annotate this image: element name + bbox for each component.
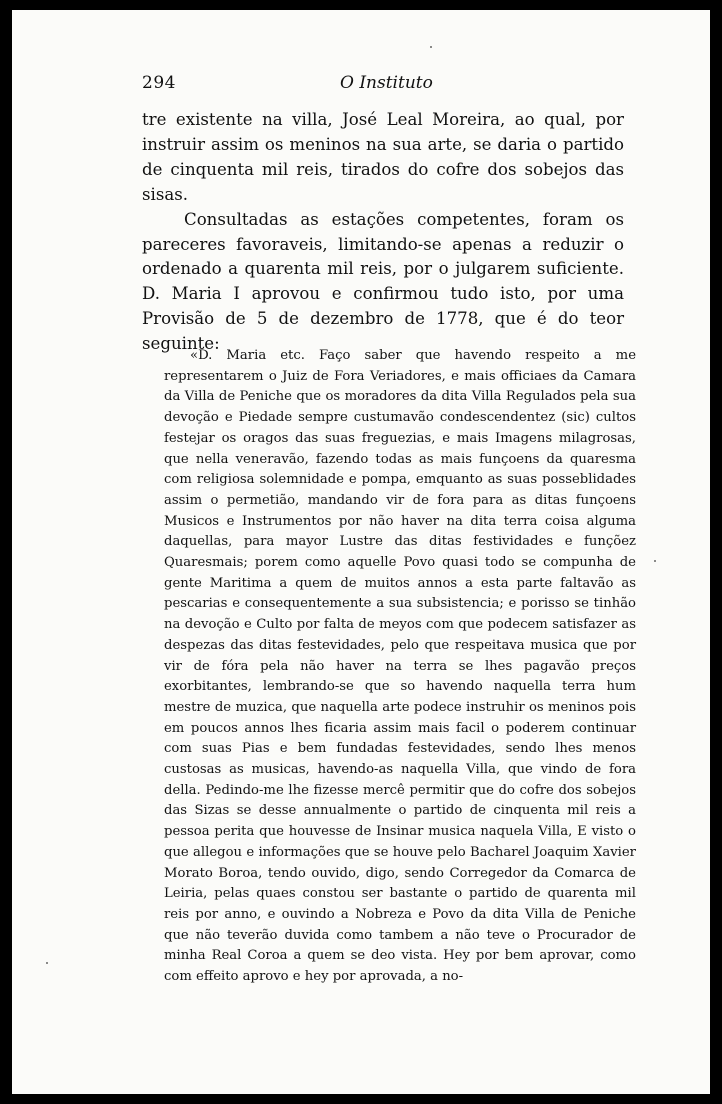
main-text xyxy=(142,108,624,357)
paper-speck xyxy=(654,560,656,562)
paper-speck xyxy=(46,962,48,964)
running-title: O Instituto xyxy=(340,73,433,93)
paragraph: tre existente na villa, José Leal Moreira, ao qual, por instruir assim os meninos na sua arte, se daria o partido de cinquenta mil reis, tirados do cofre dos sobejos das sisas. xyxy=(142,110,624,204)
paragraph: Consultadas as estações competentes, foram os pareceres favoraveis, limitando-se apenas a reduzir o ordenado a quarenta mil reis, por o julgarem suficiente. D. Maria I aprovou e confirmou tudo isto, por uma Provisão de 5 de dezembro de 1778, que é do teor seguinte: xyxy=(142,209,624,354)
book-page xyxy=(12,10,710,1094)
paper-speck xyxy=(430,46,432,48)
quote-paragraph: «D. Maria etc. Faço saber que havendo respeito a me representarem o Juiz de Fora Veriadores, e mais officiaes da Camara da Villa de Peniche que os moradores da dita Villa Regulados pela sua devoção e Piedade sempre custumavão condescendentez (sic) cultos festejar os oragos das suas freguezias, e mais Imagens milagrosas, que nella veneravão, fazendo todas as mais funçoens da quaresma com religiosa solemnidade e pompa, emquanto as suas posseblidades assim o permetião, mandando vir de fora para as ditas funçoens Musicos e Instrumentos por não haver na dita terra coisa alguma daquellas, para mayor Lustre das ditas festividades e funçõez Quaresmais; porem como aquelle Povo quasi todo se compunha de gente Maritima a quem de muitos annos a esta parte faltavão as pescarias e consequentemente a sua subsistencia; e porisso se tinhão na devoção e Culto por falta de meyos com que podecem satisfazer as despezas das ditas festevidades, pelo que respeitava musica que por vir de fóra pela não haver na terra se lhes pagavão preços exorbitantes, lembrando-se que so havendo naquella terra hum mestre de muzica, que naquella arte podece instruhir os meninos pois em poucos annos lhes ficaria assim mais facil o poderem continuar com suas Pias e bem fundadas festevidades, sendo lhes menos custosas as musicas, havendo-as naquella Villa, que vindo de fora della. Pedindo-me lhe fizesse mercê permitir que do cofre dos sobejos das Sizas se desse annualmente o partido de cinquenta mil reis a pessoa perita que houvesse de Insinar musica naquela Villa, E visto o que allegou e informações que se houve pelo Bacharel Joaquim Xavier Morato Boroa, tendo ouvido, digo, sendo Corregedor da Comarca de Leiria, pelas quaes constou ser bastante o partido de quarenta mil reis por anno, e ouvindo a Nobreza e Povo da dita Villa de Peniche que não teverão duvida como tambem a não teve o Procurador de minha Real Coroa a quem se deo vista. Hey por bem aprovar, como com effeito aprovo e hey por aprovada, a no- xyxy=(164,348,636,985)
page-header xyxy=(12,73,710,99)
quoted-provision xyxy=(164,346,636,988)
page-number: 294 xyxy=(142,73,176,93)
